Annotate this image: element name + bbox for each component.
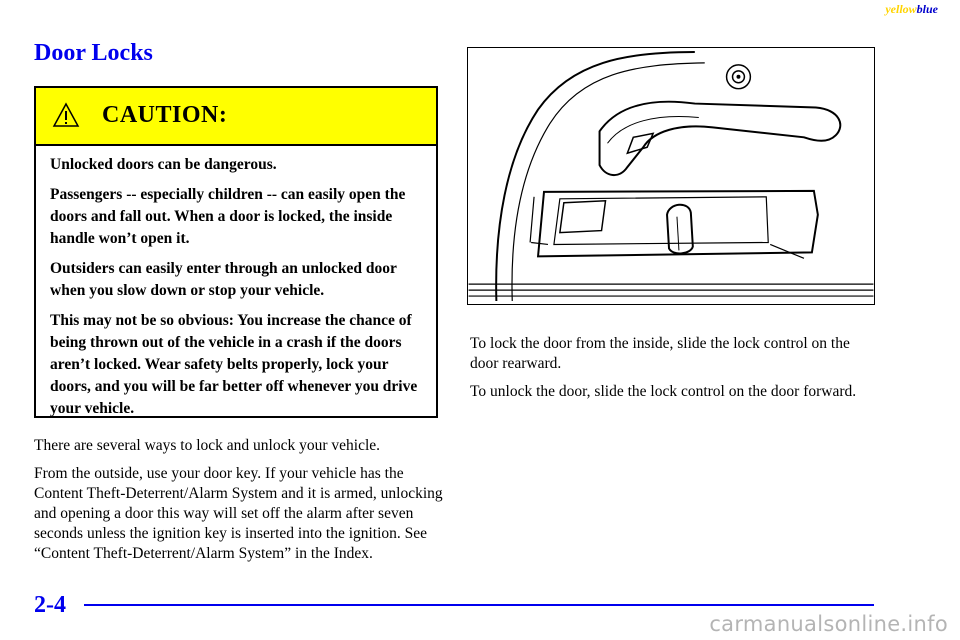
footer-rule [84,604,874,606]
body-paragraph: There are several ways to lock and unlock your vehicle. [34,437,381,454]
color-tag [885,2,938,17]
caution-header [36,88,436,146]
caution-paragraph: Passengers -- especially children -- can easily open the doors and fall out. When a door is locked, the inside handle won’t open it. [50,186,406,247]
caution-body [36,146,436,420]
body-paragraph: From the outside, use your door key. If your vehicle has the Content Theft-Deterrent/Alarm System and it is armed, unlocking and opening a door this way will set off the alarm after seven seconds unless the ignition key is inserted into the ignition. See “Content Theft-Deterrent/Alarm System” in the Index. [34,465,443,562]
color-tag-blue: blue [916,2,938,16]
watermark: carmanualsonline.info [709,612,948,636]
door-lock-illustration [467,47,875,305]
caution-paragraph: Outsiders can easily enter through an unlocked door when you slow down or stop your vehicle. [50,260,397,299]
color-tag-yellow: yellow [885,2,917,16]
page-number: 2-4 [34,592,66,618]
warning-triangle-icon [52,102,80,128]
caution-paragraph: This may not be so obvious: You increase the chance of being thrown out of the vehicle in a crash if the doors aren’t locked. Wear safety belts properly, lock your doors, and you will be far better off whenever you drive your vehicle. [50,312,418,417]
right-column-text [470,334,870,410]
caution-heading: CAUTION: [102,102,228,128]
caution-paragraph: Unlocked doors can be dangerous. [50,156,277,173]
body-paragraph: To unlock the door, slide the lock control on the door forward. [470,383,857,400]
left-column-text [34,436,444,572]
page-title: Door Locks [34,40,153,66]
body-paragraph: To lock the door from the inside, slide the lock control on the door rearward. [470,335,850,372]
caution-box [34,86,438,418]
